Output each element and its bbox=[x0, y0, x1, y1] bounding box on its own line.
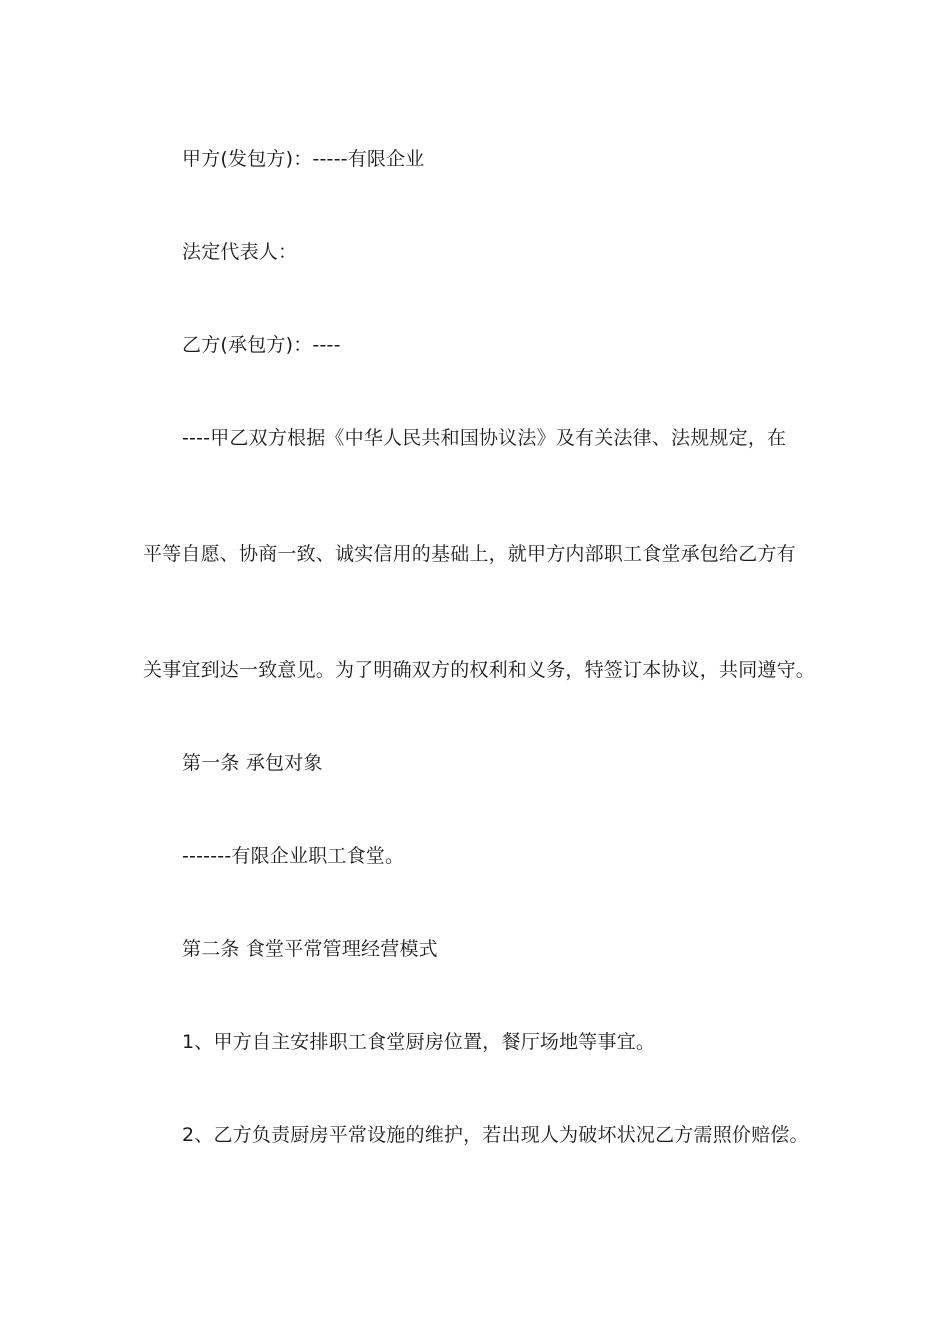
legal-representative-line: 法定代表人： bbox=[182, 241, 298, 263]
party-a-line: 甲方(发包方)：-----有限企业 bbox=[182, 148, 425, 170]
preamble-line-2: 平等自愿、协商一致、诚实信用的基础上，就甲方内部职工食堂承包给乙方有 bbox=[143, 543, 796, 565]
party-b-line: 乙方(承包方)：---- bbox=[182, 334, 341, 356]
article-2-title: 第二条 食堂平常管理经营模式 bbox=[182, 938, 438, 960]
article-2-item-1: 1、甲方自主安排职工食堂厨房位置，餐厅场地等事宜。 bbox=[182, 1031, 656, 1053]
article-1-body: -------有限企业职工食堂。 bbox=[182, 845, 405, 867]
article-2-item-2: 2、乙方负责厨房平常设施的维护，若出现人为破坏状况乙方需照价赔偿。 bbox=[182, 1124, 809, 1146]
preamble-line-3: 关事宜到达一致意见。为了明确双方的权利和义务，特签订本协议，共同遵守。 bbox=[143, 659, 816, 681]
preamble-line-1: ----甲乙双方根据《中华人民共和国协议法》及有关法律、法规规定，在 bbox=[182, 427, 787, 449]
article-1-title: 第一条 承包对象 bbox=[182, 752, 323, 774]
